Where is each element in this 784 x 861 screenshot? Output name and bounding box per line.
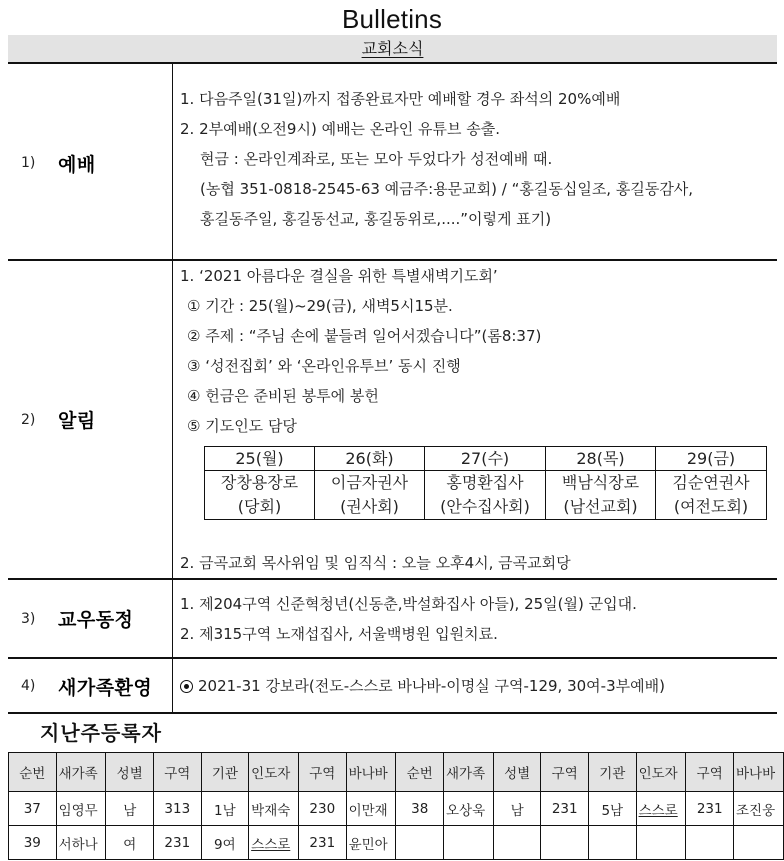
content-line: 1. 제204구역 신준혁청년(신동춘,박설화집사 아들), 25일(월) 군입대. [180,595,637,613]
section-name: 교우동정 [58,609,134,631]
section-notice-label [8,261,172,578]
divider [8,712,777,714]
registrants-title: 지난주등록자 [40,721,162,745]
content-line: 홍길동주일, 홍길동선교, 홍길동위로,....”이렇게 표기) [200,210,552,228]
table-cell: 스스로 [636,792,686,826]
leader-cell [425,471,546,520]
section-newcomers-content [180,671,665,701]
table-cell: 여 [106,826,154,860]
table-cell: 230 [299,792,347,826]
leader-group: (권사회) [340,497,399,516]
leader-name: 장창용장로 [220,473,299,492]
content-line: 2. 제315구역 노재섭집사, 서울백병원 입원치료. [180,625,498,643]
day-cell: 27(수) [425,447,546,471]
section-header [8,35,777,64]
table-cell [589,826,637,860]
header-cell: 새가족 [56,753,106,792]
leader-cell [205,471,315,520]
day-cell: 28(목) [546,447,656,471]
table-cell: 오상욱 [444,792,494,826]
content-line: 2. 2부예배(오전9시) 예배는 온라인 유튜브 송출. [180,120,501,138]
table-cell: 231 [299,826,347,860]
leader-group: (남선교회) [563,497,638,516]
section-name: 알림 [58,410,96,432]
header-cell: 성별 [106,753,154,792]
content-line: (농협 351-0818-2545-63 예금주:용문교회) / “홍길동십일조, 홍길동감사, [200,180,694,198]
table-cell [493,826,541,860]
section-members-content [180,589,637,649]
table-cell [444,826,494,860]
column-divider [172,64,173,713]
header-cell: 바나바 [346,753,396,792]
content-line: ① 기간 : 25(월)~29(금), 새벽5시15분. [187,297,453,315]
leader-cell [656,471,767,520]
page-title: Bulletins [341,4,443,34]
header-cell: 구역 [541,753,589,792]
content-line: ⑤ 기도인도 담당 [187,417,297,435]
day-cell: 29(금) [656,447,767,471]
leader-cell [315,471,425,520]
table-cell [686,826,734,860]
header-cell: 성별 [493,753,541,792]
table-cell: 9여 [201,826,249,860]
section-number: 4) [21,678,36,694]
section-name: 새가족환영 [58,676,153,699]
section-worship-label [8,66,172,260]
table-cell: 윤민아 [346,826,396,860]
table-cell: 조진웅 [734,792,784,826]
section-worship-content [180,84,693,234]
table-cell: 서하나 [56,826,106,860]
leader-name: 이금자권사 [330,473,409,492]
header-cell: 구역 [299,753,347,792]
content-line [180,671,665,701]
registrants-table [8,752,784,860]
section-name: 예배 [58,153,96,176]
content-line: 1. ‘2021 아름다운 결실을 위한 특별새벽기도회’ [180,267,498,285]
table-cell: 231 [541,792,589,826]
section-number: 1) [21,155,36,171]
table-cell: 1남 [201,792,249,826]
table-cell: 231 [154,826,202,860]
table-cell: 이만재 [346,792,396,826]
table-cell: 스스로 [249,826,299,860]
leader-group: (당회) [237,497,282,516]
table-cell: 남 [106,792,154,826]
table-cell [541,826,589,860]
header-cell: 바나바 [734,753,784,792]
table-header-row [9,753,784,792]
content-line: 2. 금곡교회 목사위임 및 임직식 : 오늘 오후4시, 금곡교회당 [180,554,571,572]
day-cell: 26(화) [315,447,425,471]
section-header-label: 교회소식 [361,39,424,58]
table-row [9,792,784,826]
section-members-label [8,580,172,657]
content-line: ③ ‘성전집회’ 와 ‘온라인유투브’ 동시 진행 [187,357,461,375]
table-row [9,826,784,860]
table-cell [734,826,784,860]
header-cell: 순번 [9,753,57,792]
table-cell: 임영무 [56,792,106,826]
section-newcomers-label [8,659,172,713]
content-line: ④ 헌금은 준비된 봉투에 봉헌 [187,387,379,405]
bullet-circle-icon [180,680,193,693]
header-cell: 인도자 [249,753,299,792]
leader-group: (안수집사회) [440,497,530,516]
table-cell: 37 [9,792,57,826]
table-cell: 5남 [589,792,637,826]
leader-cell [546,471,656,520]
day-cell: 25(월) [205,447,315,471]
section-number: 2) [21,411,36,428]
content-line: ② 주제 : “주님 손에 붙들려 일어서겠습니다”(롬8:37) [187,327,542,345]
prayer-duty-table [204,446,767,520]
header-cell: 기관 [589,753,637,792]
content-line: 1. 다음주일(31일)까지 접종완료자만 예배할 경우 좌석의 20%예배 [180,90,621,108]
header-cell: 구역 [686,753,734,792]
leader-name: 홍명환집사 [446,473,524,492]
header-cell: 구역 [154,753,202,792]
header-cell: 인도자 [636,753,686,792]
section-notice-content [180,261,541,441]
header-cell: 순번 [396,753,444,792]
content-line: 현금 : 온라인계좌로, 또는 모아 두었다가 성전예배 때. [200,150,553,168]
header-cell: 새가족 [444,753,494,792]
leader-name: 백남식장로 [561,473,640,492]
table-cell [636,826,686,860]
table-cell: 남 [493,792,541,826]
leader-group: (여전도회) [673,497,749,516]
section-number: 3) [21,610,36,627]
table-cell: 313 [154,792,202,826]
table-cell: 231 [686,792,734,826]
section-notice-footer [180,548,571,578]
leader-name: 김순연권사 [672,473,750,492]
table-cell: 39 [9,826,57,860]
table-cell: 38 [396,792,444,826]
table-cell: 박재숙 [249,792,299,826]
newcomer-text: 2021-31 강보라(전도-스스로 바나바-이명실 구역-129, 30여-3부예배) [198,677,665,695]
table-cell [396,826,444,860]
header-cell: 기관 [201,753,249,792]
